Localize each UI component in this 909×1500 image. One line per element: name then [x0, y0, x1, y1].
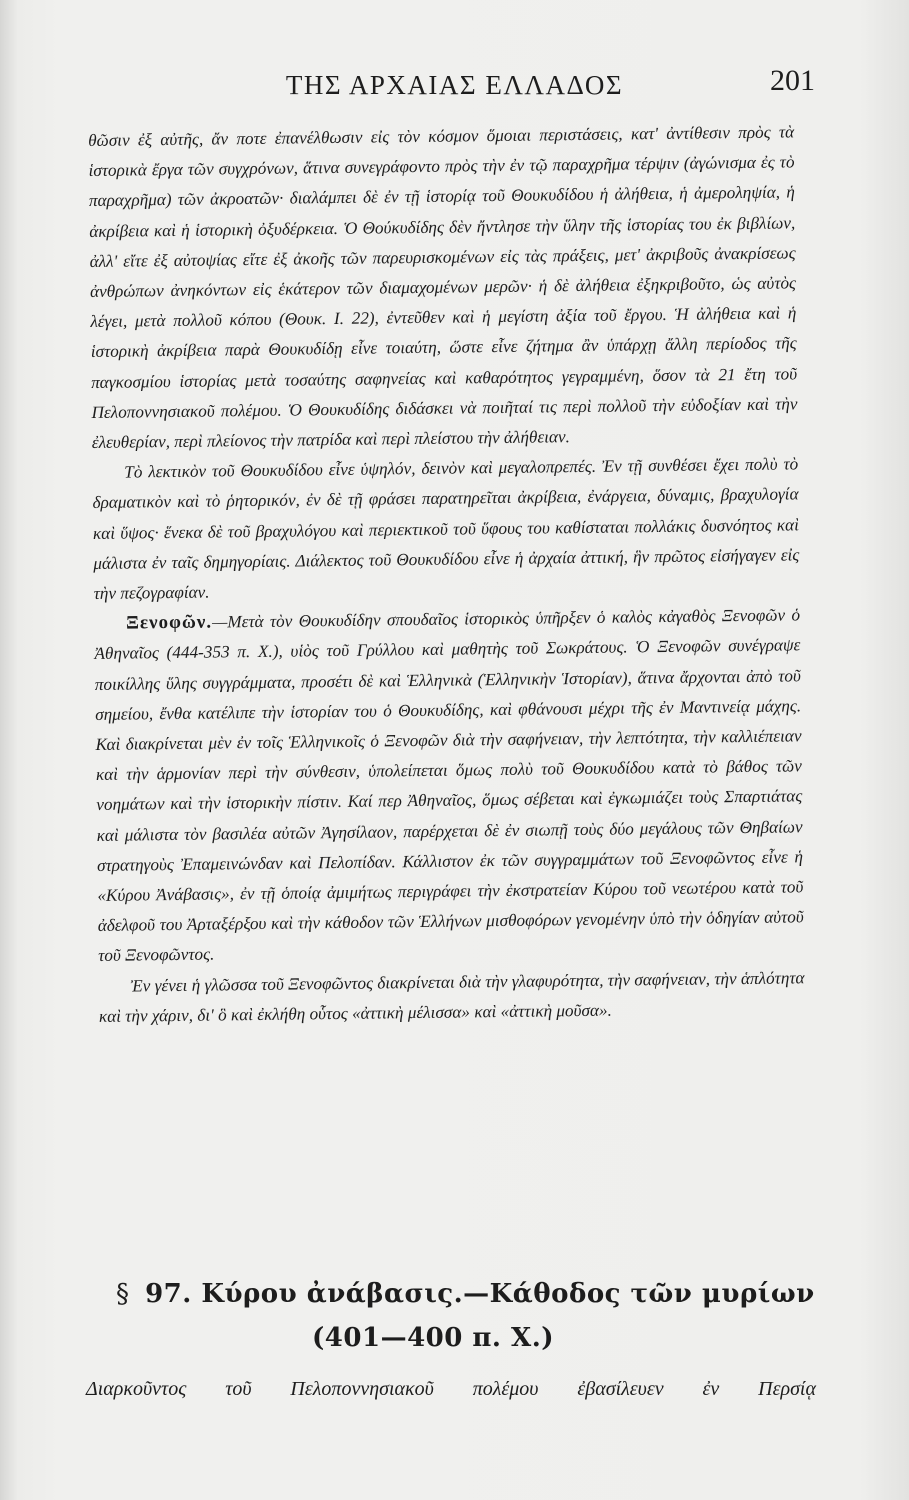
page-number: 201 [770, 64, 815, 97]
paragraph-thucydides-style: Τὸ λεκτικὸν τοῦ Θουκυδίδου εἶνε ὑψηλόν, δεινὸν καὶ μεγαλοπρεπές. Ἐν τῇ συνθέσει ἔχει πολὺ τὸ δραματικὸν καὶ τὸ ῥητορικόν, ἐν δὲ τῇ φράσει παρατηρεῖται ἀκρίβεια, ἐνάργεια, δύναμις, βραχυλογία καὶ ὕψος· ἕνεκα δὲ τοῦ βραχυλόγου καὶ περιεκτικοῦ τοῦ ὕφους του καθίσταται πολλάκις δυσνόητος καὶ μάλιστα ἐν ταῖς δημηγορίαις. Διάλεκτος τοῦ Θουκυδίδου εἶνε ἡ ἀρχαία ἀττική, ἣν πρῶτος εἰσήγαγεν εἰς τὴν πεζογραφίαν. [92, 454, 800, 604]
paragraph-thucydides-history: θῶσιν ἐξ αὐτῆς, ἄν ποτε ἐπανέλθωσιν εἰς τὸν κόσμον ὅμοιαι περιστάσεις, κατ' ἀντίθεσιν πρὸς τὰ ἱστορικὰ ἔργα τῶν συγχρόνων, ἅτινα συνεγράφοντο πρὸς τὴν ἐν τῷ παραχρῆμα τέρψιν (ἀγώνισμα ἐς τὸ παραχρῆμα) τῶν ἀκροατῶν· διαλάμπει δὲ ἐν τῇ ἱστορίᾳ τοῦ Θουκυδίδου ἡ ἀλήθεια, ἡ ἀμεροληψία, ἡ ἀκρίβεια καὶ ἡ ἱστορικὴ ὀξυδέρκεια. Ὁ Θούκυδίδης δὲν ἤντλησε τὴν ὕλην τῆς ἱστορίας του ἐκ βιβλίων, ἀλλ' εἴτε ἐξ αὐτοψίας εἴτε ἐξ ἀκοῆς τῶν παρευρισκομένων εἰς τὰς πράξεις, μετ' ἀκριβοῦς ἀνακρίσεως ἀνθρώπων ἀνηκόντων εἰς ἑκάτερον τῶν διαμαχομένων μερῶν· ἡ δὲ ἀλήθεια ἐξηκριβοῦτο, ὡς αὐτὸς λέγει, μετὰ πολλοῦ κόπου (Θουκ. Ι. 22), ἐντεῦθεν καὶ ἡ μεγίστη ἀξία τοῦ ἔργου. Ἡ ἀλήθεια καὶ ἡ ἱστορικὴ ἀκρίβεια παρὰ Θουκυδίδῃ εἶνε τοιαύτη, ὥστε εἶνε ζήτημα ἂν ὑπάρχῃ ἄλλη περίοδος τῆς παγκοσμίου ἱστορίας μετὰ τοσαύτης σαφηνείας καὶ καθαρότητος γεγραμμένη, ὅσον τὰ 21 ἔτη τοῦ Πελοποννησιακοῦ πολέμου. Ὁ Θουκυδίδης διδάσκει νὰ ποιῆταί τις περὶ πολλοῦ τὴν εὐδοξίαν καὶ τὴν ἐλευθερίαν, περὶ πλείονος τὴν πατρίδα καὶ περὶ πλείστου τὴν ἀλήθειαν. [88, 122, 798, 453]
paragraph-xenophon-language: Ἐν γένει ἡ γλῶσσα τοῦ Ξενοφῶντος διακρίνεται διὰ τὴν γλαφυρότητα, τὴν σαφήνειαν, τὴν ἁπλότητα καὶ τὴν χάριν, δι' ὃ καὶ ἐκλήθη οὗτος «ἀττικὴ μέλισσα» καὶ «ἀττικὴ μοῦσα». [98, 967, 805, 1026]
running-title: ΤΗΣ ΑΡΧΑΙΑΣ ΕΛΛΑΔΟΣ [285, 70, 624, 100]
section-number: 97. [145, 1279, 192, 1309]
section-title-line2: (401—400 π. Χ.) [312, 1323, 555, 1353]
body-text [88, 117, 805, 1032]
page-header [0, 64, 909, 108]
paragraph-xenophon [94, 601, 804, 972]
xenophon-lead-word: Ξενοφῶν. [125, 611, 213, 634]
section-title-line1: Κύρου ἀνάβασις.—Κάθοδος τῶν μυρίων [201, 1279, 815, 1309]
closing-line: Διαρκοῦντος τοῦ Πελοποννησιακοῦ πολέμου ἐβασίλευεν ἐν Περσίᾳ [86, 1378, 816, 1400]
xenophon-text: —Μετὰ τὸν Θουκυδίδην σπουδαῖος ἱστορικὸς ὑπῆρξεν ὁ καλὸς κἀγαθὸς Ξενοφῶν ὁ Ἀθηναῖος (444-353 π. Χ.), υἱὸς τοῦ Γρύλλου καὶ μαθητὴς τοῦ Σωκράτους. Ὁ Ξενοφῶν συνέγραψε ποικίλλης ὕλης συγγράμματα, προσέτι δὲ καὶ Ἑλληνικὰ (Ἑλληνικὴν Ἱστορίαν), ἅτινα ἄρχονται ἀπὸ τοῦ σημείου, ἔνθα κατέλιπε τὴν ἱστορίαν του ὁ Θουκυδίδης, καὶ φθάνουσι μέχρι τῆς ἐν Μαντινείᾳ μάχης. Καὶ διακρίνεται μὲν ἐν τοῖς Ἑλληνικοῖς ὁ Ξενοφῶν διὰ τὴν σαφήνειαν, τὴν λεπτότητα, τὴν καλλιέπειαν καὶ τὴν ἁρμονίαν περὶ τὴν σύνθεσιν, ὑπολείπεται ὅμως πολὺ τοῦ Θουκυδίδου κατὰ τὸ βάθος τῶν νοημάτων καὶ τὴν ἱστορικὴν πίστιν. Καί περ Ἀθηναῖος, ὅμως σέβεται καὶ ἐγκωμιάζει τοὺς Σπαρτιάτας καὶ μάλιστα τὸν βασιλέα αὐτῶν Ἀγησίλαον, παρέρχεται δὲ ἐν σιωπῇ τοὺς δύο μεγάλους τῶν Θηβαίων στρατηγοὺς Ἐπαμεινώνδαν καὶ Πελοπίδαν. Κάλλιστον ἐκ τῶν συγγραμμάτων τοῦ Ξενοφῶντος εἶνε ἡ «Κύρου Ἀνάβασις», ἐν τῇ ὁποίᾳ ἀμιμήτως περιγράφει τὴν ἐκστρατείαν Κύρου τοῦ νεωτέρου κατὰ τοῦ ἀδελφοῦ του Ἀρταξέρξου καὶ τὴν κάθοδον τῶν Ἑλλήνων μισθοφόρων γενομένην ὑπὸ τὴν ὁδηγίαν αὐτοῦ τοῦ Ξενοφῶντος. [94, 605, 804, 966]
section-heading [116, 1272, 816, 1360]
section-sign: § [116, 1279, 130, 1309]
